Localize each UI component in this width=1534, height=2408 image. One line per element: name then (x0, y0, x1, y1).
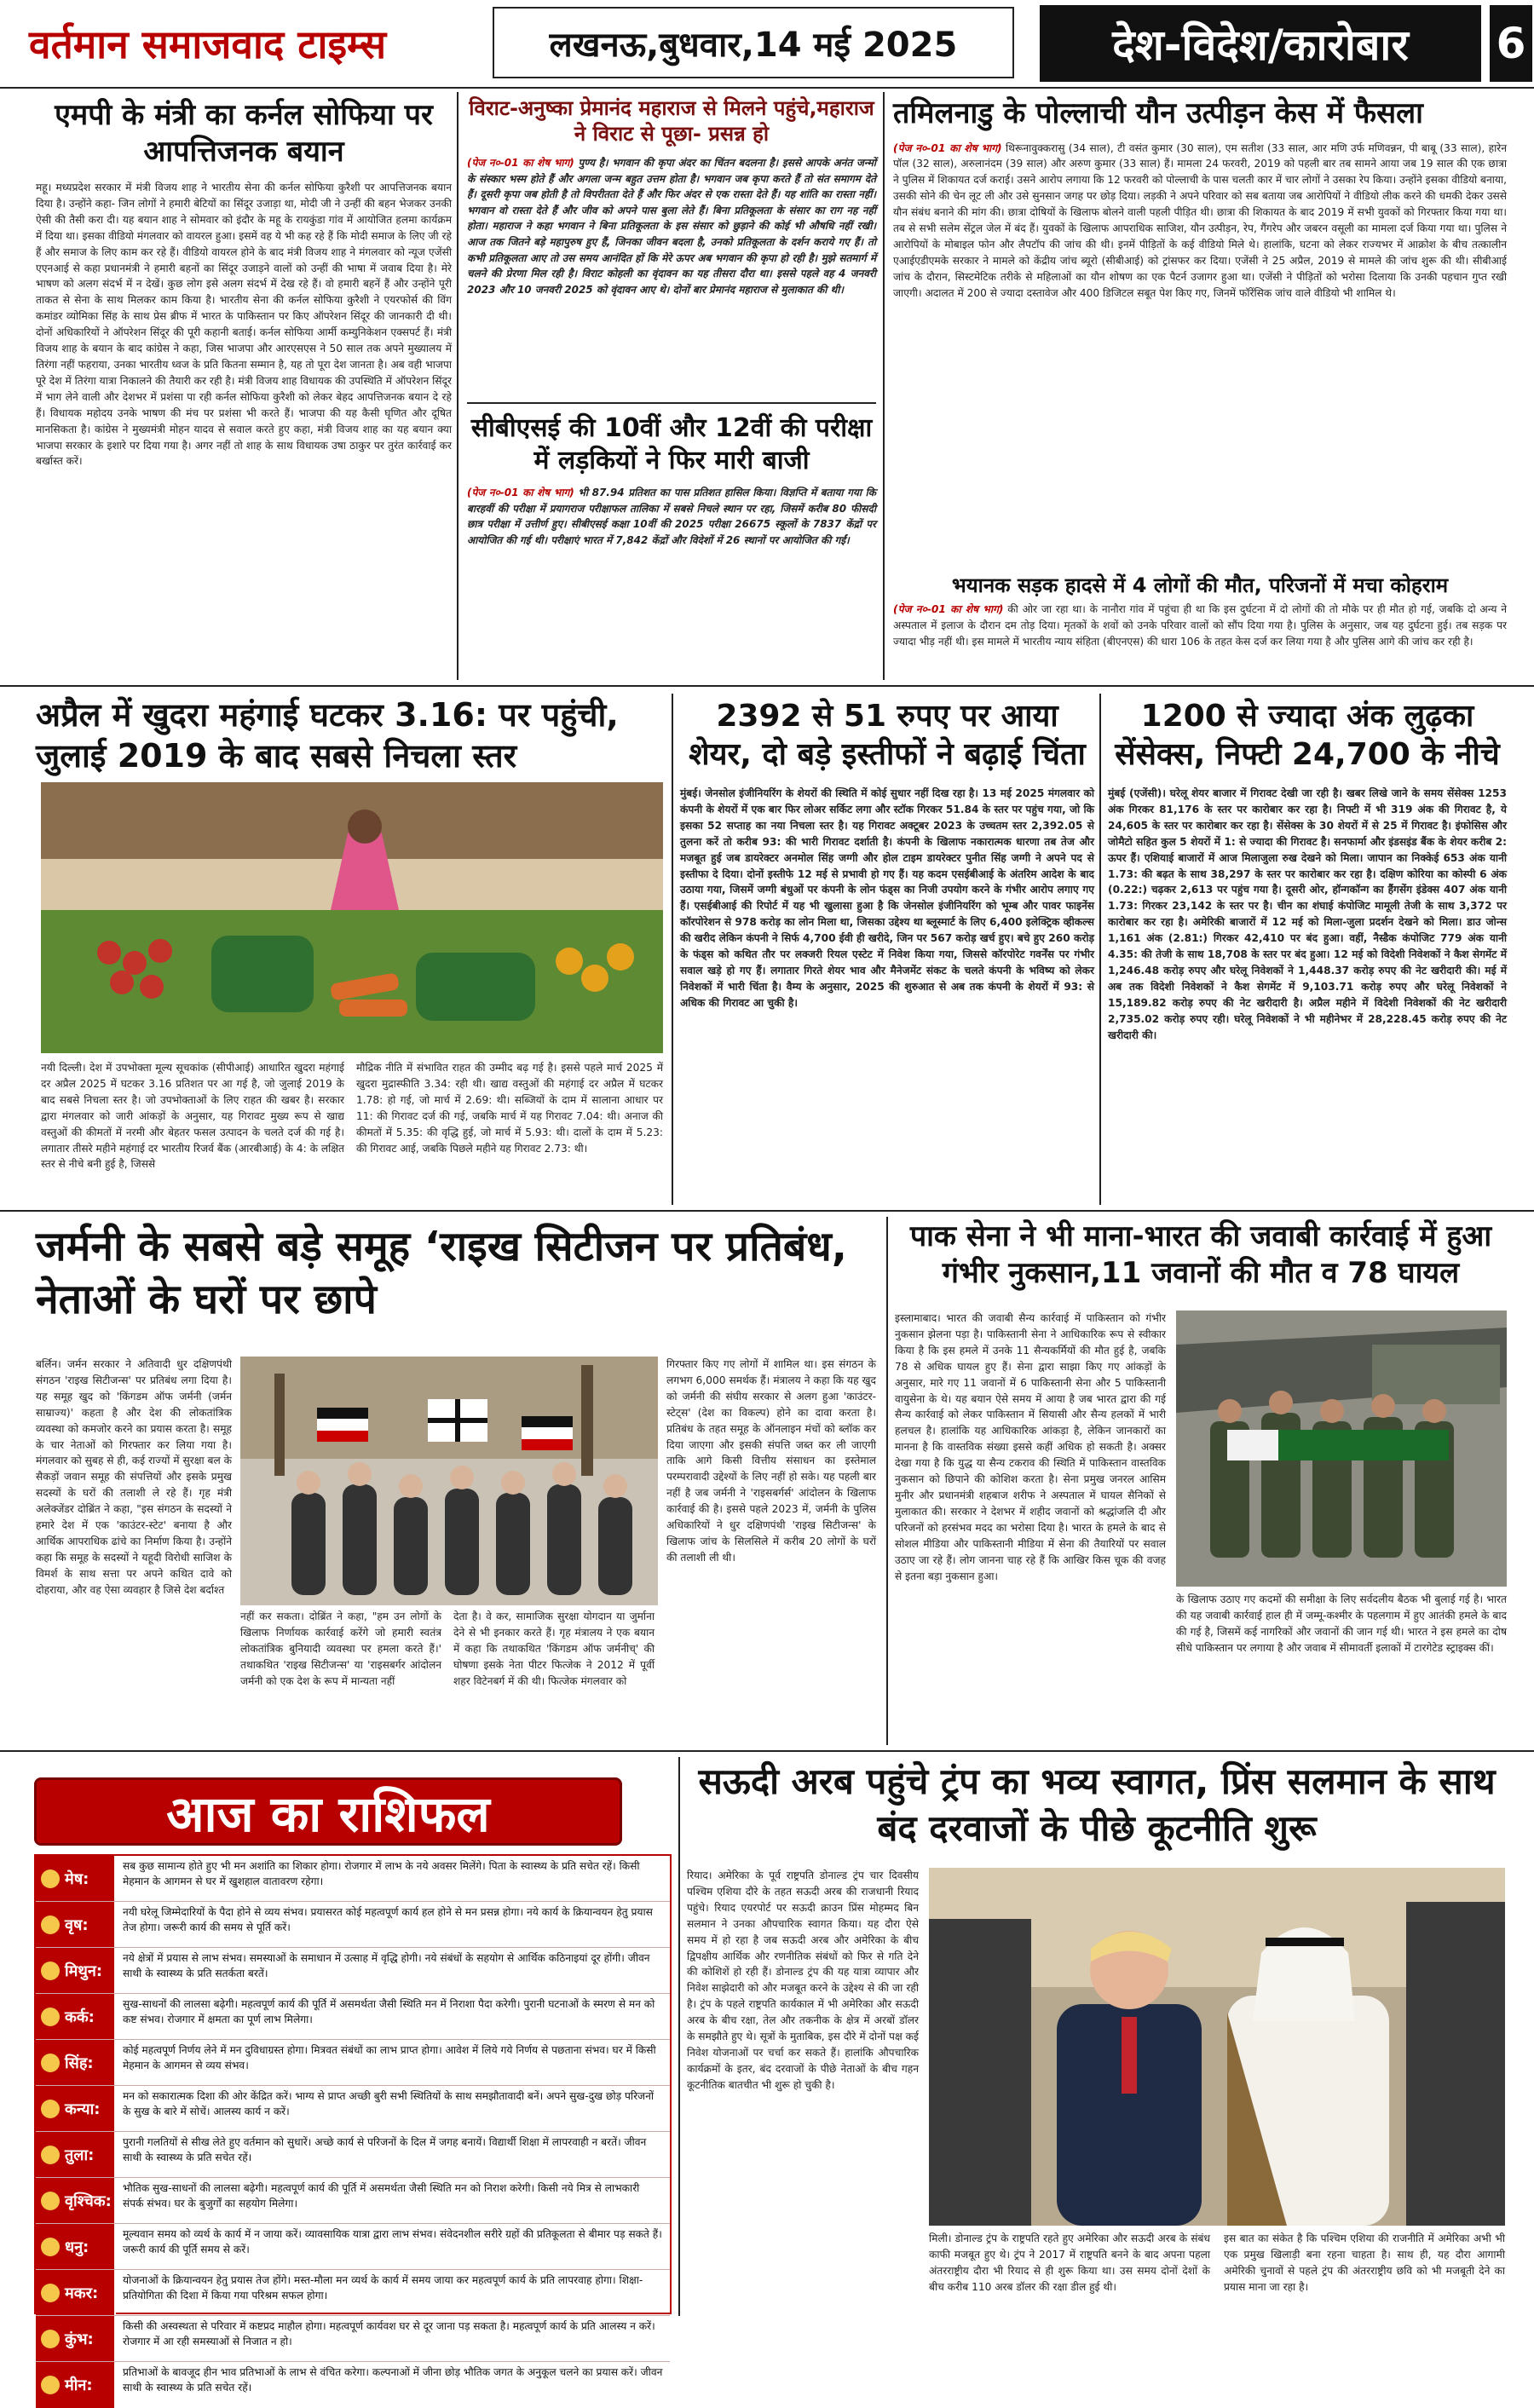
article-body: इस बात का संकेत है कि पश्चिम एशिया की राजनीति में अमेरिका अभी भी एक प्रमुख खिलाड़ी बना रहना चाहता है। साथ ही, यह दौरा आगामी अमेरिकी चुनावों से पहले ट्रंप की अंतरराष्ट्रीय छवि को भी मजबूती देने का प्रयास माना जा रहा है। (1224, 2232, 1505, 2293)
zodiac-sign: मकर: (65, 2284, 99, 2302)
divider (672, 694, 673, 1205)
article-body: नहीं कर सकता। दोब्रिंत ने कहा, "हम उन लोगों के खिलाफ निर्णायक कार्रवाई करेंगे जो हमारी स्वतंत्र लोकतांत्रिक बुनियादी व्यवस्था पर हमला करते हैं।' तथाकथित 'राइख सिटीजन्स' या 'राइसबर्गर आंदोलन जर्मनी को एक देश के रूप में मान्यता नहीं (240, 1610, 441, 1687)
article-body: की ओर जा रहा था। के नानौरा गांव में पहुंचा ही था कि इस दुर्घटना में दो लोगों की तो मौके पर ही मौत हो गई, जबकि दो अन्य ने अस्पताल में इलाज के दौरान दम तोड़ दिया। मृतकों के शवों को उनके परिवार वालों को सौंप दिया गया है। पुलिस के अनुसार, जब यह दुर्घटना हुई। तब सड़क पर ज्यादा भीड़ नहीं थी। इस मामले में भारतीय न्याय संहिता (बीएनएस) की धारा 106 के तहत केस दर्ज कर लिया गया है और पुलिस आगे की जांच कर रही है। (893, 603, 1507, 648)
article-body: नयी दिल्ली। देश में उपभोक्ता मूल्य सूचकांक (सीपीआई) आधारित खुदरा महंगाई दर अप्रैल 2025 में घटकर 3.16 प्रतिशत पर आ गई है, जो जुलाई 2019 के बाद सबसे निचला स्तर है। जो उपभोक्ताओं के लिए राहत की खबर है। सरकार द्वारा मंगलवार को जारी आंकड़ों के अनुसार, यह गिरावट मुख्य रूप से खाद्य वस्तुओं की कीमतों में नरमी और बेहतर फसल उत्पादन के चलते दर्ज की गई है। लगातार तीसरे महीने महंगाई दर भारतीय रिजर्व बैंक (आरबीआई) के 4: के लक्षित स्तर से नीचे बनी हुई है, जिससे (41, 1062, 344, 1171)
article-body: इस्लामाबाद। भारत की जवाबी सैन्य कार्रवाई में पाकिस्तान को गंभीर नुकसान झेलना पड़ा है। पाकिस्तानी सेना ने आधिकारिक रूप से स्वीकार किया है कि इस हमले में उनके 11 सैन्यकर्मियों की मौत हुई है, जबकि 78 से अधिक घायल हुए हैं। सेना द्वारा साझा किए गए आंकड़ों के अनुसार, मारे गए 11 जवानों में 6 पाकिस्तानी सेना और 5 पाकिस्तानी वायुसेना के थे। यह बयान ऐसे समय में आया है जब भारत द्वारा की गई सैन्य कार्रवाई को लेकर पाकिस्तान में सियासी और सैन्य हलकों में भारी हलचल है। हालांकि यह आधिकारिक आंकड़ा है, लेकिन जानकारों का मानना है कि वास्तविक संख्या इससे कहीं अधिक हो सकती है। अक्सर देखा गया है कि युद्ध या सैन्य टकराव की स्थिति में पाकिस्तान वास्तविक नुकसान को छिपाने की कोशिश करता है। सेना प्रमुख जनरल आसिम मुनीर और प्रधानमंत्री शहबाज शरीफ ने अस्पताल में घायल सैनिकों से मुलाकात की। सरकार ने देशभर में शहीद जवानों को श्रद्धांजलि दी और परिजनों को हरसंभव मदद का भरोसा दिया है। भारत के हमले के बाद से सोशल मीडिया और पाकिस्तानी मीडिया में सेना की तैयारियों पर सवाल उठाए जा रहे हैं। लोग जानना चाह रहे हैं कि आखिर किस चूक की वजह से इतना बड़ा नुकसान हुआ। (895, 1312, 1166, 1582)
horoscope-text: नये क्षेत्रों में प्रयास से लाभ संभव। समस्याओं के समाधान में उत्साह में वृद्धि होगी। नये संबंधों के सहयोग से आर्थिक कठिनाइयां दूर होंगी। जीवन साथी के स्वास्थ्य के प्रति सतर्कता बरतें। (123, 1952, 650, 1980)
horoscope-text: योजनाओं के क्रियान्वयन हेतु प्रयास तेज होंगे। मस्त-मौला मन व्यर्थ के कार्य में समय जाया कर महत्वपूर्ण कार्य के प्रति लापरवाह होगा। शिक्षा-प्रतियोगिता की दिशा में किया गया परिश्रम सफल होगा। (123, 2274, 643, 2302)
soldiers-coffin-photo (1176, 1311, 1507, 1587)
dateline: लखनऊ,बुधवार,14 मई 2025 (493, 7, 1014, 78)
article-virat (467, 92, 876, 399)
zodiac-sign: मिथुन: (65, 1962, 103, 1980)
zodiac-icon (41, 2376, 60, 2394)
horoscope-text: सुख-साधनों की लालसा बढ़ेगी। महत्वपूर्ण कार्य की पूर्ति में असमर्थता जैसी स्थिति मन में निराशा पैदा करेगी। पुरानी घटनाओं के स्मरण से मन को कष्ट संभव। रोजगार में क्षमता का पूर्ण लाभ मिलेगा। (123, 1998, 655, 2026)
horoscope-text: मन को सकारात्मक दिशा की ओर केंद्रित करें। भाग्य से प्राप्त अच्छी बुरी सभी स्थितियों के साथ समझौतावादी बनें। अपने सुख-दुख छोड़ परिजनों के सुख के बारे में सोचें। आलस्य कार्य न करें। (123, 2090, 655, 2118)
zodiac-sign: धनु: (65, 2238, 89, 2256)
zodiac-sign: वृष: (65, 1915, 89, 1934)
zodiac-sign: कर्क: (65, 2008, 95, 2026)
article-body: पुण्य है। भगवान की कृपा अंदर का चिंतन बदलना है। इससे आपके अनंत जन्मों के संस्कार भस्म होते हैं और अगला जन्म बहुत उत्तम होता है। भगवान जब कृपा करते हैं तो संत समागम देते हैं। दूसरी कृपा जब होती है तो विपरीतता देते हैं और फिर अंदर से एक रास्ता देते हैं। यह शांति का रास्ता नहीं। भगवान वो रास्ता देते हैं और जीव को अपने पास बुला लेते हैं। बिना प्रतिकूलता के संसार का राग नह नहीं होता। महाराज ने कहा भगवान ने बिना प्रतिकूलता के इस संसार को छुड़ाने की कोई भी औषधि नहीं रखी। आज तक जितने बड़े महापुरुष हुए हैं, जिनका जीवन बदला है, उनको प्रतिकूलता के दर्शन कराये गए हैं। तो कभी प्रतिकूलता आए तो उस समय आनंदित हों कि मेरे ऊपर अब भगवान की कृपा हो रही है। मुझे सतमार्ग में चलने की प्रेरणा मिल रही है। विराट कोहली का वृंदावन का यह तीसरा दौरा था। इससे पहले वह 4 जनवरी 2023 और 10 जनवरी 2025 को वृंदावन आए थे। दोनों बार प्रेमानंद महाराज से मुलाकात की थी। (467, 157, 876, 296)
rashifal-row (36, 2086, 670, 2132)
zodiac-icon (41, 1962, 60, 1980)
horoscope-text: मूल्यवान समय को व्यर्थ के कार्य में न जाया करें। व्यावसायिक यात्रा द्वारा लाभ संभव। संवेदनशील सरीरे ग्रहों की प्रतिकूलता से बीमार पड़ सकते हैं। जरूरी कार्य की पूर्ति समय से करें। (123, 2228, 662, 2256)
rashifal-row (36, 2178, 670, 2224)
horoscope-text: पुरानी गलतियों से सीख लेते हुए वर्तमान को सुधारें। अच्छे कार्य से परिजनों के दिल में जगह बनायें। विद्यार्थी शिक्षा में लापरवाही न बरतें। जीवन साथी के स्वास्थ्य के प्रति सचेत रहें। (123, 2136, 647, 2164)
horoscope-text: प्रतिभाओं के बावजूद हीन भाव प्रतिभाओं के लाभ से वंचित करेगा। कल्पनाओं में जीना छोड़ भौतिक जगत के अनुकूल चलने का प्रयास करें। जीवन साथी के स्वास्थ्य के प्रति सचेत रहें। (123, 2366, 663, 2394)
article-sensex (1108, 694, 1507, 1205)
article-body: मौद्रिक नीति में संभावित राहत की उम्मीद बढ़ गई है। इससे पहले मार्च 2025 में खुदरा मुद्रास्फीति 3.34: रही थी। खाद्य वस्तुओं की महंगाई दर अप्रैल में घटकर 1.78: हो गई, जो मार्च में 2.69: थी। सब्जियों के दाम में सालाना आधार पर 11: की गिरावट दर्ज की गई, जबकि मार्च में यह गिरावट 7.04: थी। अनाज की कीमतों में 5.35: की वृद्धि हुई, जो मार्च में 5.93: थी। दालों के दाम में 5.23: की गिरावट आई, जबकि पिछले महीने यह गिरावट 2.73: थी। (356, 1062, 663, 1155)
zodiac-sign: कन्या: (65, 2100, 101, 2118)
divider (0, 1210, 1534, 1212)
divider (883, 92, 885, 680)
newspaper-brand: वर्तमान समाजवाद टाइम्स (9, 5, 486, 82)
headline: 2392 से 51 रुपए पर आया शेयर, दो बड़े इस्तीफों ने बढ़ाई चिंता (689, 699, 1086, 772)
article-body: के खिलाफ उठाए गए कदमों की समीक्षा के लिए सर्वदलीय बैठक भी बुलाई गई है। भारत की यह जवाबी कार्रवाई हाल ही में जम्मू-कश्मीर के पहलगाम में हुए आतंकी हमले के बाद की गई है, जिसमें कई नागरिकों और जवानों की जान गई थी। भारत ने इस हमले का दोष सीधे पाकिस्तान पर लगाया है और जवाब में सीमावर्ती इलाकों में टारगेटेड स्ट्राइक्स कीं। (1176, 1593, 1507, 1654)
rashifal-row (36, 1948, 670, 1994)
divider (0, 1750, 1534, 1752)
headline: तमिलनाडु के पोल्लाची यौन उत्पीड़न केस में फैसला (893, 96, 1423, 130)
continued-label: (पेज न०-01 का शेष भाग) (893, 141, 1002, 154)
headline: पाक सेना ने भी माना-भारत की जवाबी कार्रवाई में हुआ गंभीर नुकसान,11 जवानों की मौत व 78 घायल (909, 1219, 1492, 1290)
rashifal-list (34, 1854, 672, 2394)
rashifal-row (36, 2316, 670, 2362)
horoscope-text: नयी घरेलू जिम्मेदारियों के पैदा होने से व्यय संभव। प्रयासरत कोई महत्वपूर्ण कार्य हल होने से मन प्रसन्न होगा। नये कार्य के क्रियान्वयन हेतु प्रयास तेज होगा। जरूरी कार्य की समय से पूर्ति करें। (123, 1906, 653, 1934)
horoscope-text: सब कुछ सामान्य होते हुए भी मन अशांति का शिकार होगा। रोजगार में लाभ के नये अवसर मिलेंगे। पिता के स्वास्थ्य के प्रति सचेत रहें। किसी मेहमान के आगमन से घर में खुशहाल वातावरण रहेगा। (123, 1860, 640, 1888)
rashifal-row (36, 2362, 670, 2408)
rashifal-row (36, 1902, 670, 1948)
article-tamilnadu (893, 92, 1507, 569)
headline: 1200 से ज्यादा अंक लुढ़का सेंसेक्स, निफ्टी 24,700 के नीचे (1115, 699, 1500, 772)
article-body: थिरूनावुक्करासु (34 साल), टी वसंत कुमार (30 साल), एम सतीश (33 साल, आर मणि उर्फ मणिवन्नन, पी बाबू (33 साल), हारेन पॉल (32 साल), अरुलानंदम (39 साल) और अरुण कुमार (33 साल) हैं। मामला 24 फरवरी, 2019 को पहली बार तब सामने आया जब 19 साल की एक छात्रा ने पुलिस में शिकायत दर्ज कराई। उसने आरोप लगाया कि 12 फरवरी को पोल्लाची के पास चलती कार में चार लोगों ने उसका रेप किया। उन्होंने इसका वीडियो बनाया, उसकी सोने की चेन लूट ली और उसे सुनसान जगह पर छोड़ दिया। लड़की ने अपने परिवार को सब बताया जब आरोपियों ने वीडियो लीक करने की धमकी देकर उससे यौन संबंध बनाने की मांग की। छात्रा दोषियों के खिलाफ बोलने वाली पहली पीड़ित थी। छात्रा की शिकायत के बाद 2019 में सभी युवकों को गिरफ्तार किया गया था। तब से सभी सलेम सेंट्रल जेल में बंद हैं। युवकों के खिलाफ आपराधिक साजिश, यौन उत्पीड़न, रेप, गैंगरेप और जबरन वसूली का मामला दर्ज किया गया था। पुलिस ने आरोपियों के मोबाइल फोन और लैपटॉप की जांच की थी। इनमें पीड़ितों के कई वीडियो मिले थे। हालांकि, घटना को लेकर राज्यभर में आक्रोश के बीच तत्कालीन एआईएडीएमके सरकार ने मामले को केंद्रीय जांच ब्यूरो (सीबीआई) को ट्रांसफर कर दिया। एजेंसी ने 25 अप्रैल, 2019 से मामले की जांच शुरू की थी। सीबीआई जांच के दौरान, सिस्टमेटिक तरीके से महिलाओं का यौन शोषण का एक पैटर्न उजागर हुआ था। एजेंसी ने पीड़ितों को भरोसा दिलाया कि उनकी पहचान गुप्त रखी जाएगी। अदालत में 200 से ज्यादा दस्तावेज और 400 डिजिटल सबूत पेश किए गए, जिनमें फॉरेंसिक जांच वाले वीडियो भी शामिल थे। (893, 141, 1507, 299)
horoscope-text: कोई महत्वपूर्ण निर्णय लेने में मन दुविधाग्रस्त होगा। मित्रवत संबंधों का लाभ प्राप्त होगा। आवेश में लिये गये निर्णय से पछताना संभव। घर में किसी मेहमान के आगमन से व्यय संभव। (123, 2044, 656, 2072)
continued-label: (पेज न०-01 का शेष भाग) (467, 157, 574, 169)
zodiac-icon (41, 2192, 60, 2210)
headline: सऊदी अरब पहुंचे ट्रंप का भव्य स्वागत, प्रिंस सलमान के साथ बंद दरवाजों के पीछे कूटनीति शुरू (698, 1760, 1496, 1849)
divider (0, 685, 1534, 687)
article-body: मुंबई (एजेंसी)। घरेलू शेयर बाजार में गिरावट देखी जा रही है। खबर लिखे जाने के समय सेंसेक्स 1253 अंक गिरकर 81,176 के स्तर पर कारोबार कर रहा है। निफ्टी में भी 319 अंक की गिरावट है, ये 24,605 के स्तर पर कारोबार कर रहा है। सेंसेक्स के 30 शेयरों में से 25 में गिरावट है। इंफोसिस और जोमैटो सहित कुल 5 शेयरों में 1: से ज्यादा की गिरावट है। सनफार्मा और इंडसइंड बैंक के शेयर करीब 2: ऊपर हैं। एशियाई बाजारों में आज मिलाजुला रुख देखने को मिला। जापान का निक्केई 653 अंक यानी 1.73: की बढ़त के साथ 38,297 के स्तर पर कारोबार कर रहा है। दक्षिण कोरिया का कोस्पी 6 अंक (0.22:) चढ़कर 2,613 पर पहुंच गया है। दूसरी ओर, हॉन्गकॉन्ग का हैंगसेंग इंडेक्स 407 अंक यानी 1.73: गिरकर 23,142 के स्तर पर है। चीन का शंघाई कंपोजिट मामूली तेजी के साथ 3,372 पर कारोबार कर रहा है। अमेरिकी बाजारों में 12 मई को मिला-जुला प्रदर्शन देखने को मिला। डाउ जोन्स 1,161 अंक (2.81:) गिरकर 42,410 पर बंद हुआ। वहीं, नैस्डैक कंपोजिट 779 अंक यानी 4.35: की तेजी के साथ 18,708 के स्तर पर बंद हुआ। 12 मई को विदेशी निवेशकों ने कैश सेगमेंट में 1,246.48 करोड़ रुपए और घरेलू निवेशकों ने 1,448.37 करोड़ रुपए की नेट खरीदारी की। मई में अब तक विदेशी निवेशकों ने कैश सेगमेंट में 9,103.71 करोड़ रुपए और घरेलू निवेशकों ने 15,189.82 करोड़ रुपए की नेट खरीदारी है। अप्रैल महीने में विदेशी निवेशकों की नेट खरीदारी 2,735.02 करोड़ रुपए रही। घरेलू निवेशकों ने भी महीनेभर में 28,228.45 करोड़ रुपए की नेट खरीदारी की। (1108, 787, 1507, 1041)
zodiac-sign: सिंह: (65, 2054, 94, 2072)
headline: सीबीएसई की 10वीं और 12वीं की परीक्षा में लड़कियों ने फिर मारी बाजी (470, 413, 873, 475)
rashifal-row (36, 1994, 670, 2040)
article-body: देता है। वे कर, सामाजिक सुरक्षा योगदान या जुर्माना देने से भी इनकार करते हैं। गृह मंत्रालय ने एक बयान में कहा कि तथाकथित 'किंगडम ऑफ जर्मनीच्' की घोषणा इसके नेता पीटर फित्जेक ने 2012 में पूर्वी शहर विटेनबर्ग में की थी। फित्जेक मंगलवार को (453, 1610, 655, 1687)
rashifal-row (36, 1856, 670, 1902)
article-body: मुंबई। जेनसोल इंजीनियरिंग के शेयरों की स्थिति में कोई सुधार नहीं दिख रहा है। 13 मई 2025 मंगलवार को कंपनी के शेयरों में एक बार फिर लोअर सर्किट लगा और स्टॉक गिरकर 51.84 के स्तर पर पहुंच गया, जो कि इसका 52 सप्ताह का नया निचला स्तर है। यह गिरावट अक्टूबर 2023 के उच्चतम स्तर 2,392.05 से तुलना करें तो करीब 93: की भारी गिरावट दर्शाती है। कंपनी के खिलाफ नकारात्मक धारणा तब तेज और मजबूत हुई जब डायरेक्टर अनमोल सिंह जग्गी और होल टाइम डायरेक्टर पुनीत सिंह जग्गी ने अपने पद से इस्तीफा दे दिया। दोनों इस्तीफे 12 मई से प्रभावी हो गए हैं। यह कदम एसईबीआई के अंतरिम आदेश के बाद उठाया गया, जिसमें जग्गी बंधुओं पर कंपनी के लोन फंड्स का निजी उपयोग करने के गंभीर आरोप लगाए गए हैं। एसईबीआई की रिपोर्ट में यह भी खुलासा हुआ है कि जेनसोल इंजीनियरिंग को भूम्ब और पावर फाइनेंस कॉरपोरेशन से 978 करोड़ का लोन मिला था, जिसका उद्देश्य था ब्लूस्मार्ट के लिए 6,400 इलेक्ट्रिक व्हीकल्स की खरीद लेकिन कंपनी ने सिर्फ 4,700 ईवी ही खरीदे, जिन पर 567 करोड़ खर्च हुए। बचे हुए 260 करोड़ के फंड्स को कथित तौर पर लक्जरी रियल एस्टेट में निवेश किया गया, जिससे कॉरपोरेट गवर्नेंस पर गंभीर सवाल खड़े हो गए हैं। लगातार गिरते शेयर भाव और मैनेजमेंट संकट के चलते कंपनी के भविष्य को लेकर निवेशकों में भारी चिंता है। वैम्य के अनुसार, 2025 की शुरुआत से अब तक कंपनी के शेयरों में 93: से अधिक की गिरावट आ चुकी है। (680, 787, 1094, 1009)
zodiac-icon (41, 1869, 60, 1888)
headline: विराट-अनुष्का प्रेमानंद महाराज से मिलने पहुंचे,महाराज ने विराट से पूछा- प्रसन्न हो (469, 96, 874, 146)
article-inflation (36, 694, 666, 1205)
article-cbse (467, 409, 876, 680)
rashifal-row (36, 2040, 670, 2086)
article-accident (893, 573, 1507, 680)
zodiac-icon (41, 2100, 60, 2118)
rashifal-row (36, 2270, 670, 2316)
zodiac-icon (41, 2330, 60, 2348)
photo-caption: मिली। डोनाल्ड ट्रंप के राष्ट्रपति रहते हुए अमेरिका और सऊदी अरब के संबंध काफी मजबूत हुए थे। ट्रंप ने 2017 में राष्ट्रपति बनने के बाद अपना पहला अंतरराष्ट्रीय दौरा भी रियाद से ही शुरू किया था। उस समय दोनों देशों के बीच करीब 110 अरब डॉलर की रक्षा डील हुई थी। (929, 2232, 1210, 2293)
horoscope-text: किसी की अस्वस्थता से परिवार में कष्टप्रद माहौल होगा। महत्वपूर्ण कार्यवश घर से दूर जाना पड़ सकता है। महत्वपूर्ण कार्य के प्रति आलस्य न करें। रोजगार में आ रही समस्याओं से निजात न हो। (123, 2320, 655, 2348)
divider (0, 87, 1534, 89)
article-mp-minister (36, 92, 452, 678)
zodiac-icon (41, 1915, 60, 1934)
article-pakistan (895, 1217, 1507, 1745)
article-germany (36, 1217, 879, 1745)
protest-photo (240, 1357, 658, 1605)
zodiac-icon (41, 2146, 60, 2164)
zodiac-sign: वृश्चिक: (65, 2192, 112, 2210)
zodiac-sign: कुंभ: (65, 2330, 94, 2348)
divider (457, 92, 458, 680)
article-share (680, 694, 1094, 1205)
section-title: देश-विदेश/कारोबार (1040, 5, 1481, 82)
article-body: गिरफ्तार किए गए लोगों में शामिल था। इस संगठन के लगभग 6,000 समर्थक हैं। मंत्रालय ने कहा कि यह खुद को जर्मनी की संघीय सरकार से अलग हुआ 'काउंटर-स्टेट्स' (देश का विकल्प) होने का दावा करता है। प्रतिबंध के तहत समूह के ऑनलाइन मंचों को ब्लॉक कर दिया जाएगा और इसकी संपत्ति जब्त कर ली जाएगी ताकि आगे किसी वित्तीय संसाधन का इस्तेमाल परम्परावादी उद्देश्यों के लिए नहीं हो सके। यह पहली बार नहीं है जब जर्मनी ने 'राइसबर्गर्स' आंदोलन के खिलाफ कार्रवाई की है। इससे पहले 2023 में, जर्मनी के पुलिस अधिकारियों ने धुर दक्षिणपंथी 'राइख सिटीजन्स' के खिलाफ जांच के सिलसिले में करीब 20 लोगों के घरों की तलाशी ली थी। (666, 1358, 876, 1564)
continued-label: (पेज न०-01 का शेष भाग) (893, 603, 1004, 615)
zodiac-icon (41, 2054, 60, 2072)
article-body: रियाद। अमेरिका के पूर्व राष्ट्रपति डोनाल्ड ट्रंप चार दिवसीय पश्चिम एशिया दौरे के तहत सऊदी अरब की राजधानी रियाद पहुंचे। रियाद एयरपोर्ट पर सऊदी क्राउन प्रिंस मोहम्मद बिन सलमान ने उनका औपचारिक स्वागत किया। यह दौरा ऐसे समय में हो रहा है जब सऊदी अरब और अमेरिका के बीच द्विपक्षीय आर्थिक और रणनीतिक संबंधों को फिर से गति देने की कोशिशें हो रही हैं। डोनाल्ड ट्रंप की यह यात्रा व्यापार और निवेश साझेदारी को और मजबूत करने के उद्देश्य से की जा रही है। ट्रंप के पहले राष्ट्रपति कार्यकाल में भी अमेरिका और सऊदी अरब के बीच रक्षा, तेल और तकनीक के क्षेत्र में अरबों डॉलर के समझौते हुए थे। सूत्रों के मुताबिक, इस दौरे में दोनों पक्ष कई निवेश योजनाओं पर चर्चा कर सकते हैं। हालांकि औपचारिक कार्यक्रमों के इतर, बंद दरवाजों के पीछे नेताओं के बीच गहन कूटनीतिक बातचीत भी शुरू हो चुकी है। (687, 1869, 919, 2091)
rashifal-title: आज का राशिफल (34, 1777, 622, 1846)
rashifal-row (36, 2224, 670, 2270)
zodiac-sign: मेष: (65, 1869, 89, 1888)
zodiac-icon (41, 2008, 60, 2026)
divider (1099, 694, 1101, 1205)
page-number: 6 (1486, 5, 1532, 82)
article-body: भी 87.94 प्रतिशत का पास प्रतिशत हासिल किया। विज्ञप्ति में बताया गया कि बारहवीं की परीक्षा में प्रयागराज परीक्षाफल तालिका में सबसे निचले स्थान पर रहा, जिसमें करीब 80 फीसदी छात्र परीक्षा में उत्तीर्ण हुए। सीबीएसई कक्षा 10वीं की 2025 परीक्षा 26675 स्कूलों के 7837 केंद्रों पर आयोजित की गई थी। परीक्षाएं भारत में 7,842 केंद्रों और विदेशों में 26 स्थानों पर आयोजित की गईं। (467, 487, 877, 546)
rashifal-row (36, 2132, 670, 2178)
article-body: बर्लिन। जर्मन सरकार ने अतिवादी धुर दक्षिणपंथी संगठन 'राइख सिटीजन्स' पर प्रतिबंध लगा दिया है। यह समूह खुद को 'किंगडम ऑफ जर्मनी (जर्मन साम्राज्य)' कहता है और देश की लोकतांत्रिक व्यवस्था को कमजोर करने का प्रयास करता है। समूह के चार नेताओं को गिरफ्तार कर लिया गया है। मंगलवार को सुबह से ही, कई राज्यों में सुरक्षा बल के सैकड़ों जवान समूह की संपत्तियों और इसके प्रमुख सदस्यों के घरों की तलाशी ले रहे हैं। गृह मंत्री अलेक्जेंडर दोब्रिंत ने कहा, "इस संगठन के सदस्यों ने हमारे देश में एक 'काउंटर-स्टेट' बनाया है और आर्थिक आपराधिक ढांचे का निर्माण किया है। उन्होंने कहा कि समूह के सदस्यों ने यहूदी विरोधी साजिश के विमर्श के साथ सत्ता पर अपने कथित दावे को दोहराया, और वह ऐसा व्यवहार है जिसे देश बर्दाश्त (36, 1358, 232, 1596)
zodiac-icon (41, 2284, 60, 2302)
headline: अप्रैल में खुदरा महंगाई घटकर 3.16: पर पहुंची, जुलाई 2019 के बाद सबसे निचला स्तर (36, 696, 619, 775)
horoscope-text: भौतिक सुख-साधनों की लालसा बढ़ेगी। महत्वपूर्ण कार्य की पूर्ति में असमर्थता जैसी स्थिति मन को निराश करेगी। किसी नये मित्र से लाभकारी संपर्क संभव। घर के बुजुर्गों का सहयोग मिलेगा। (123, 2182, 640, 2210)
divider (886, 1217, 888, 1745)
article-body: महू। मध्यप्रदेश सरकार में मंत्री विजय शाह ने भारतीय सेना की कर्नल सोफिया कुरैशी पर आपत्तिजनक बयान दिया है। उन्होंने कहा- जिन लोगों ने हमारी बेटियों का सिंदूर उजाड़ा था, मोदी जी ने उन्हीं की बहन भेजकर उनकी ऐसी की तैसी करा दी। यह बयान शाह ने सोमवार को इंदौर के महू के रायकुंडा गांव में आयोजित हलमा कार्यक्रम में दिया था। इसका वीडियो मंगलवार को वायरल हुआ। इसमें वह ये भी कह रहे हैं कि मोदी समाज के लिए जी रहे हैं और समाज के लिए काम कर रहे हैं। वीडियो वायरल होने के बाद मंत्री विजय शाह ने मंगलवार को न्यूज एजेंसी एएनआई से कहा प्रधानमंत्री ने हमारी बहनों का सिंदूर उजाड़ने वालों को उन्हीं की भाषा में जवाब दिया है। मेरे भाषण को अलग संदर्भ में न देखें। कुछ लोग इसे अलग संदर्भ में देख रहे हैं। वो हमारी बहनें हैं और उन्होंने पूरी ताकत से सेना के साथ मिलकर काम किया है। भारतीय सेना की कर्नल सोफिया कुरैशी ने एयरफोर्स की विंग कमांडर व्योमिका सिंह के साथ प्रेस ब्रीफ में भारत के पाकिस्तान पर किए ऑपरेशन सिंदूर की जानकारी दी थी। दोनों अधिकारियों ने ऑपरेशन सिंदूर की पूरी कहानी बताई। कर्नल सोफिया आर्मी कम्युनिकेशन एक्सपर्ट हैं। मंत्री विजय शाह के बयान के बाद कांग्रेस ने कहा, जिस भाजपा और आरएसएस ने 50 साल तक अपने मुख्यालय में तिरंगा नहीं फहराया, उनका भारतीय ध्वज के प्रति कितना सम्मान है, यह तो पूरा देश जानता है। अब वही भाजपा पूरे देश में तिरंगा यात्रा निकालने की तैयारी कर रही है। मंत्री विजय शाह विधायक की उपस्थिति में ऑपरेशन सिंदूर में भाग लेने वाली और देशभर में प्रशंसा पा रही कर्नल सोफिया कुरैशी को लेकर बेहद आपत्तिजनक बयान दे रहे हैं। विधायक महोदय उनके भाषण की मंच पर प्रशंसा भी करते हैं। भाजपा की यह कैसी घृणित और दूषित मानसिकता है। कांग्रेस ने मुख्यमंत्री मोहन यादव से सवाल करते हुए कहा, मंत्री विजय शाह का यह बयान क्या भाजपा सरकार के इशारे पर दिया गया है। अगर नहीं तो शाह के साथ विधायक उषा ठाकुर पर तुरंत कार्रवाई कर बर्खास्त करें। (36, 181, 452, 468)
headline: जर्मनी के सबसे बड़े समूह ‘राइख सिटीजन पर प्रतिबंध, नेताओं के घरों पर छापे (36, 1223, 848, 1324)
trump-salman-photo (929, 1868, 1505, 2226)
zodiac-icon (41, 2238, 60, 2256)
masthead (0, 0, 1534, 87)
continued-label: (पेज न०-01 का शेष भाग) (467, 487, 574, 498)
zodiac-sign: मीन: (65, 2376, 93, 2394)
market-vegetables-photo (41, 782, 663, 1053)
headline: एमपी के मंत्री का कर्नल सोफिया पर आपत्तिजनक बयान (55, 98, 433, 169)
divider (467, 402, 876, 404)
headline: भयानक सड़क हादसे में 4 लोगों की मौत, परिजनों में मचा कोहराम (951, 573, 1449, 597)
zodiac-sign: तुला: (65, 2146, 95, 2164)
article-saudi (687, 1757, 1507, 2316)
divider (678, 1757, 680, 2316)
